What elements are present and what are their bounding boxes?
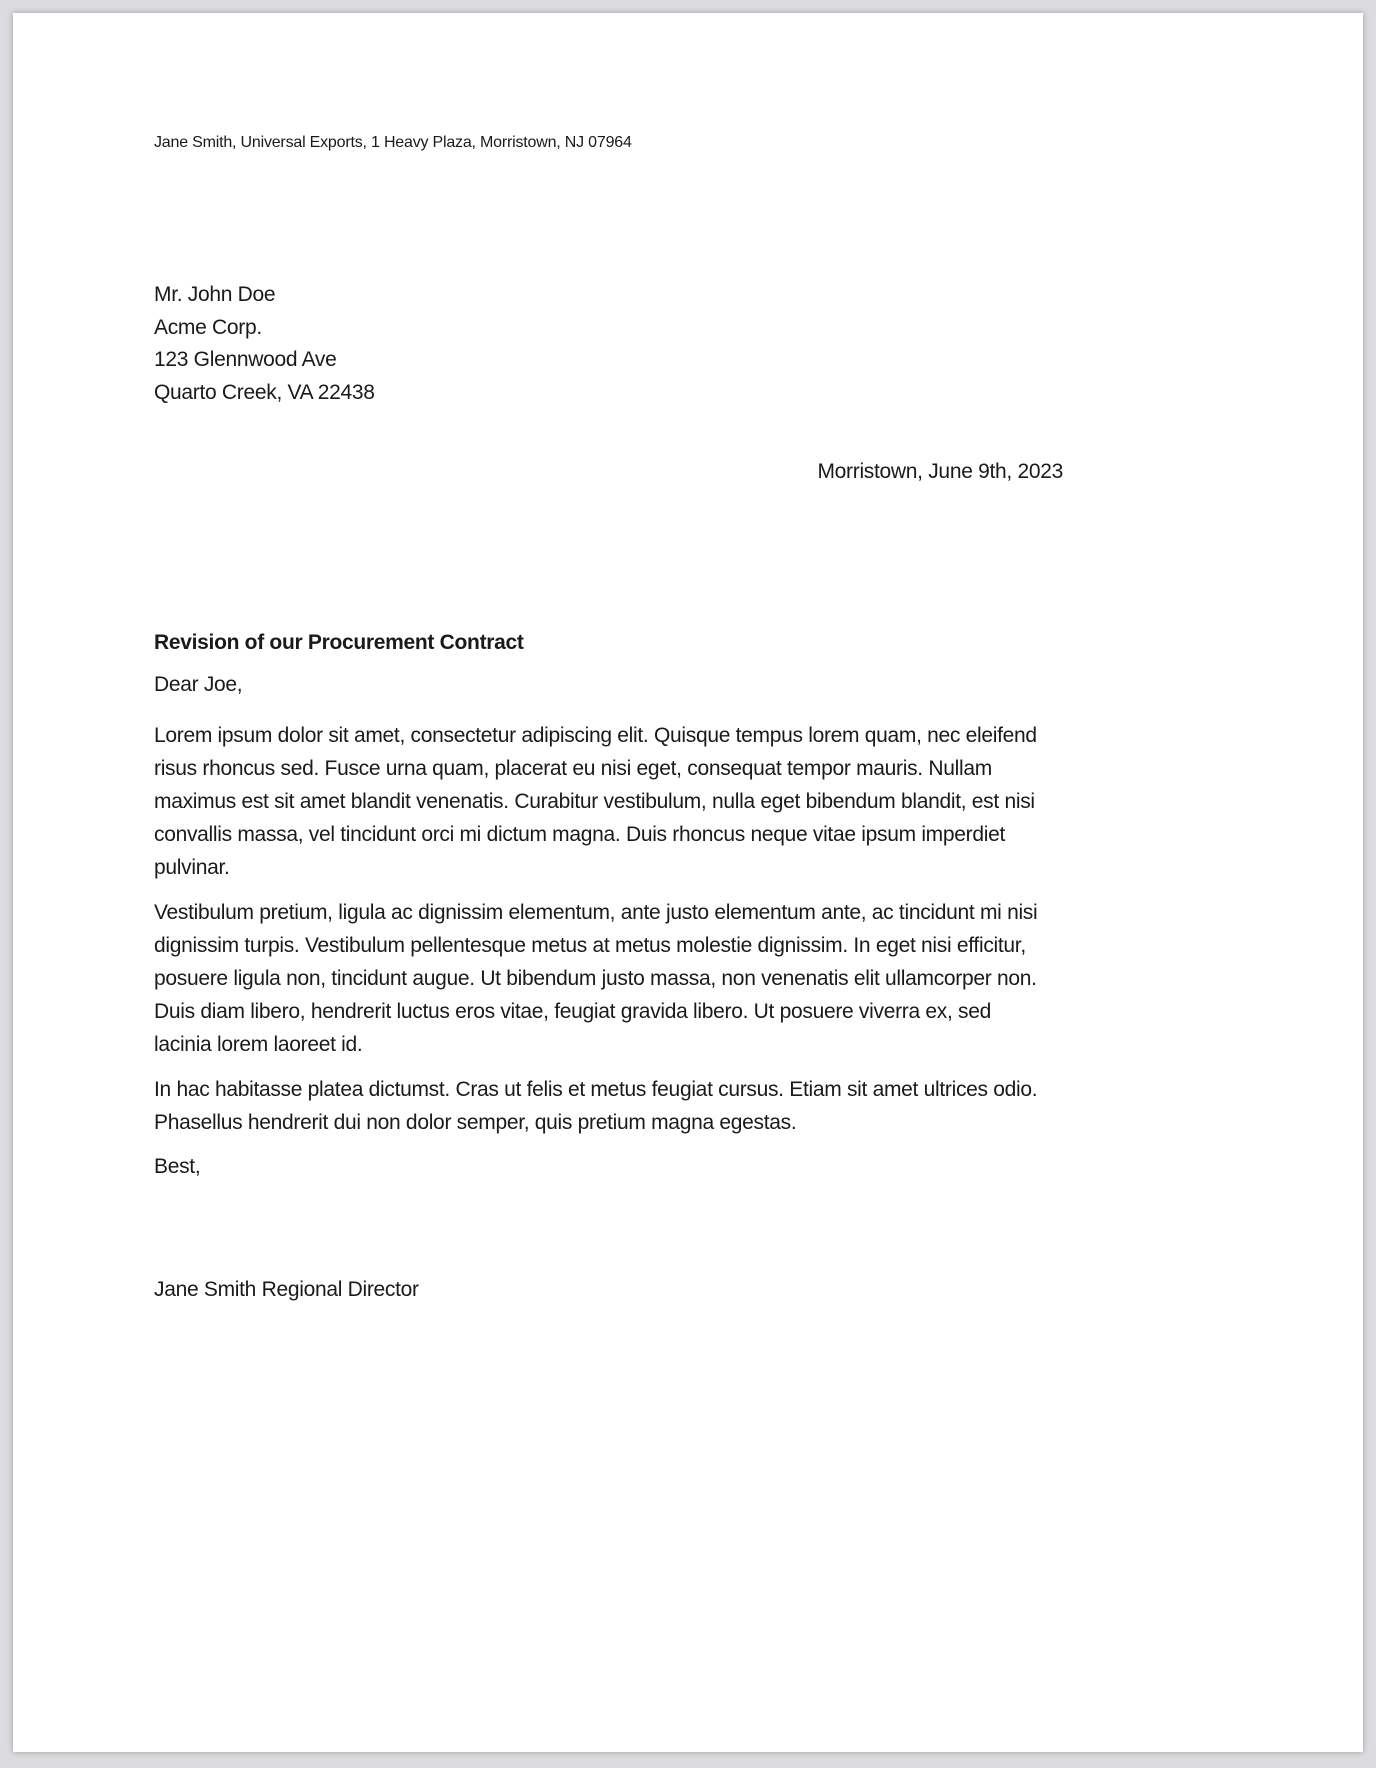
subject-line: Revision of our Procurement Contract: [154, 631, 524, 654]
recipient-company: Acme Corp.: [154, 315, 262, 339]
body-line: pulvinar.: [154, 856, 230, 879]
recipient-street: 123 Glennwood Ave: [154, 348, 337, 372]
date-line: Morristown, June 9th, 2023: [817, 460, 1063, 483]
letter-page: [13, 13, 1363, 1752]
body-line: Lorem ipsum dolor sit amet, consectetur adipiscing elit. Quisque tempus lorem quam, nec eleifend: [154, 724, 1037, 747]
body-line: Phasellus hendrerit dui non dolor semper, quis pretium magna egestas.: [154, 1111, 797, 1134]
recipient-name: Mr. John Doe: [154, 283, 276, 306]
recipient-address-block: [154, 279, 375, 410]
body-paragraph: [154, 719, 1037, 884]
body-paragraph: [154, 896, 1037, 1061]
salutation: Dear Joe,: [154, 673, 243, 696]
signature-name: Jane Smith Regional Director: [154, 1278, 419, 1301]
body-line: lacinia lorem laoreet id.: [154, 1033, 363, 1056]
recipient-city-line: Quarto Creek, VA 22438: [154, 381, 375, 405]
body-line: In hac habitasse platea dictumst. Cras ut felis et metus feugiat cursus. Etiam sit amet ultrices odio.: [154, 1078, 1038, 1101]
sender-address-line: Jane Smith, Universal Exports, 1 Heavy Plaza, Morristown, NJ 07964: [154, 134, 632, 151]
closing: Best,: [154, 1155, 201, 1178]
body-line: risus rhoncus sed. Fusce urna quam, placerat eu nisi eget, consequat tempor mauris. Nullam: [154, 757, 992, 780]
body-line: maximus est sit amet blandit venenatis. Curabitur vestibulum, nulla eget bibendum blandit, est nisi: [154, 790, 1035, 813]
body-line: posuere ligula non, tincidunt augue. Ut bibendum justo massa, non venenatis elit ullamcorper non.: [154, 967, 1037, 990]
body-line: convallis massa, vel tincidunt orci mi dictum magna. Duis rhoncus neque vitae ipsum imperdiet: [154, 823, 1005, 846]
body-line: dignissim turpis. Vestibulum pellentesque metus at metus molestie dignissim. In eget nisi efficitur,: [154, 934, 1026, 957]
body-line: Vestibulum pretium, ligula ac dignissim elementum, ante justo elementum ante, ac tincidunt mi nisi: [154, 901, 1038, 924]
body-paragraph: [154, 1073, 1037, 1139]
body-line: Duis diam libero, hendrerit luctus eros vitae, feugiat gravida libero. Ut posuere viverra ex, sed: [154, 1000, 991, 1023]
